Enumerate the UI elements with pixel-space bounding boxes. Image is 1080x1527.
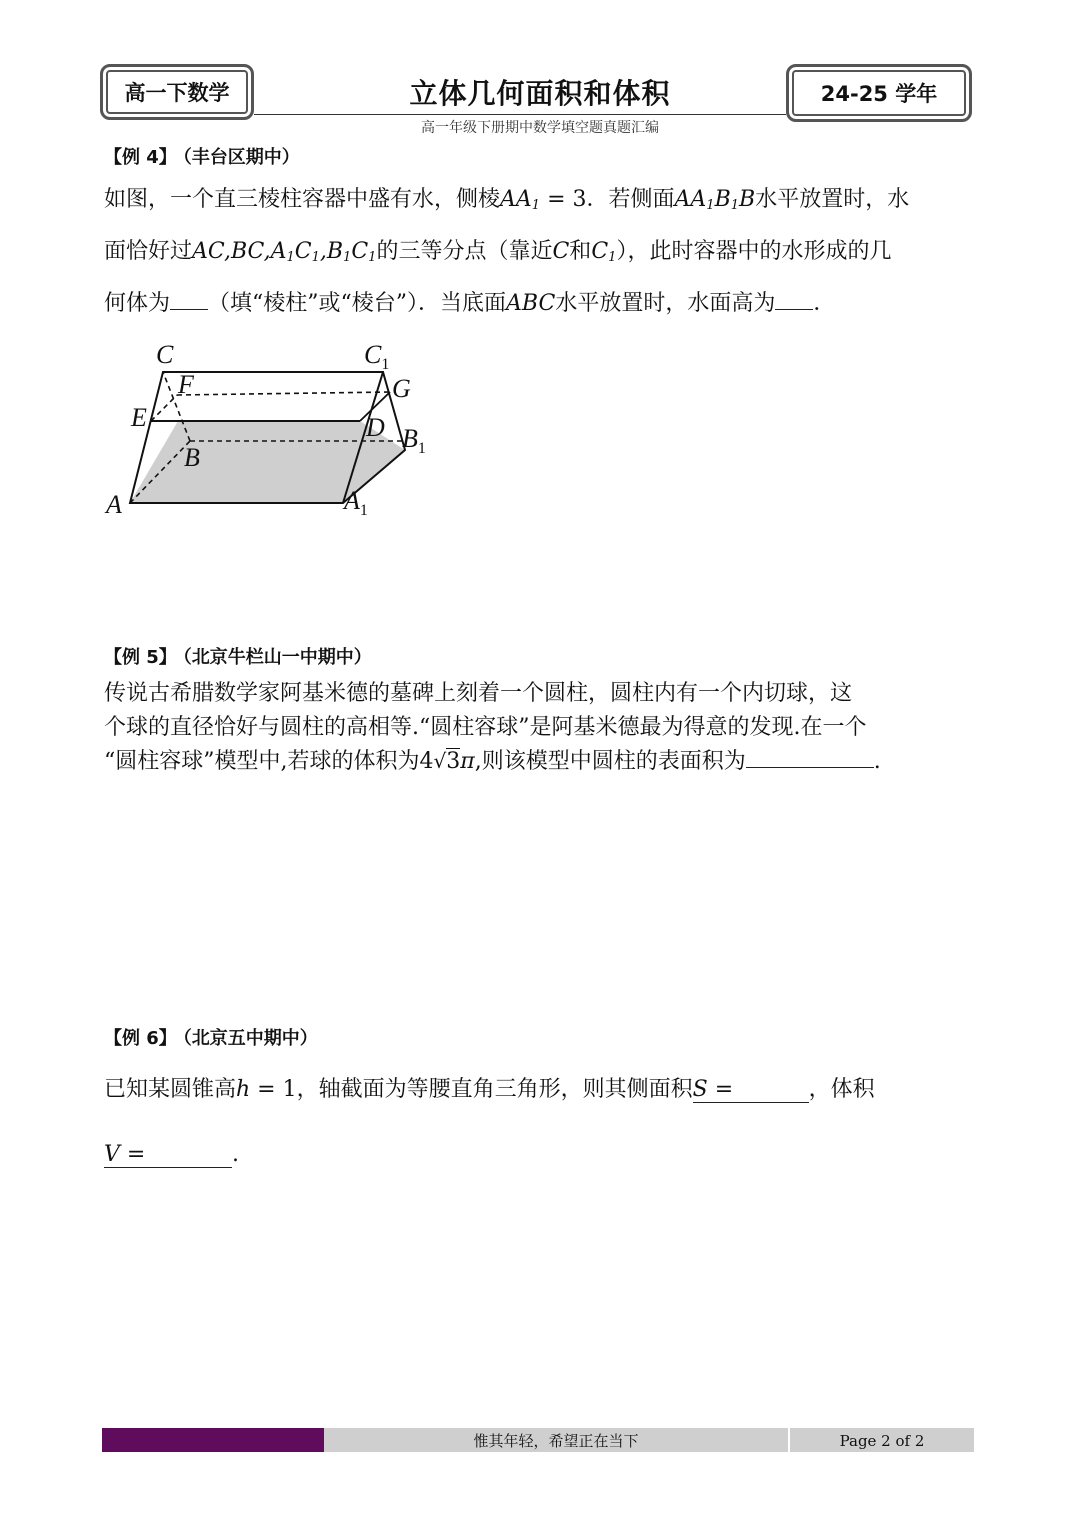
math-sub: 1: [343, 250, 352, 265]
text: ，体积: [808, 1077, 875, 1102]
school-year-label: 24-25 学年: [820, 82, 938, 106]
answer-blank-surface[interactable]: [746, 745, 874, 768]
math-text: AC: [192, 239, 224, 264]
math-eq: =: [119, 1142, 146, 1167]
math-sub: 1: [368, 250, 377, 265]
text: 面恰好过: [104, 239, 193, 264]
title-divider: [254, 114, 786, 115]
example-6-line-1: [104, 1072, 980, 1103]
footer-motto: 惟其年轻，希望正在当下: [473, 1432, 639, 1450]
answer-blank-shape[interactable]: [170, 287, 208, 310]
example-6-line-2: [104, 1142, 980, 1168]
text: ．若侧面: [586, 187, 675, 212]
answer-blank-volume[interactable]: [104, 1142, 232, 1168]
vertex-label-a: A: [106, 490, 122, 519]
example-5-heading: [104, 643, 372, 669]
text: “圆柱容球”模型中,若球的体积为: [104, 749, 420, 774]
text: ．: [813, 291, 836, 316]
example-4-heading: [104, 143, 300, 169]
vertex-label-c1: [364, 340, 389, 373]
math-c1: [591, 239, 616, 264]
math-sub: 1: [706, 198, 715, 213]
example-5-line-2: 个球的直径恰好与圆柱的高相等.“圆柱容球”是阿基米德最为得意的发现.在一个: [104, 715, 867, 740]
math-volume: [420, 749, 475, 774]
school-year-badge: [786, 64, 972, 122]
footer-bar: [102, 1428, 974, 1452]
vertex-letter: C: [364, 340, 382, 369]
example-5-line-1: 传说古希腊数学家阿基米德的墓碑上刻着一个圆柱，圆柱内有一个内切球，这: [104, 681, 853, 706]
text: 水平放置时，水面高为: [555, 291, 776, 316]
subject-badge-label: 高一下数学: [124, 81, 230, 105]
example-4-source: （丰台区期中）: [182, 147, 300, 168]
example-5-source: （北京牛栏山一中期中）: [182, 647, 372, 668]
vertex-label-d: D: [366, 413, 385, 442]
text: 的三等分点（靠近: [376, 239, 553, 264]
math-text: ,BC,A: [223, 239, 287, 264]
example-4-line-3: [104, 286, 980, 317]
text: ，轴截面为等腰直角三角形，则其侧面积: [296, 1077, 693, 1102]
vertex-label-c: C: [156, 340, 174, 369]
math-edges: [192, 239, 376, 264]
subject-badge: [100, 64, 254, 120]
text: 水平放置时，水: [755, 187, 910, 212]
example-5-line-3: [104, 744, 980, 775]
math-text: C: [294, 239, 312, 264]
example-4-label: 【例 4】: [104, 147, 177, 168]
math-text: ,B: [319, 239, 344, 264]
math-radicand: 3: [446, 749, 461, 774]
text: 如图，一个直三棱柱容器中盛有水，侧棱: [104, 187, 501, 212]
answer-blank-lateral-area[interactable]: [693, 1077, 809, 1103]
math-text: B: [739, 187, 756, 212]
text: 何体为: [104, 291, 171, 316]
vertex-label-b: B: [184, 443, 200, 472]
math-h: h: [236, 1077, 251, 1102]
text: 已知某圆锥高: [104, 1077, 237, 1102]
math-text: C: [591, 239, 609, 264]
text: （填“棱柱”或“棱台”）．当底面: [208, 291, 507, 316]
example-6-label: 【例 6】: [104, 1028, 177, 1049]
example-5-label: 【例 5】: [104, 647, 177, 668]
math-eq: =: [707, 1077, 734, 1102]
sqrt-sign-icon: √: [433, 749, 447, 773]
vertex-sub: 1: [381, 356, 390, 373]
math-aa1: [500, 187, 540, 212]
text: 和: [569, 239, 592, 264]
math-sub: 1: [286, 250, 295, 265]
example-4-line-2: [104, 234, 980, 265]
vertex-letter: B: [402, 424, 418, 453]
page-title: 立体几何面积和体积: [409, 77, 671, 110]
vertex-label-b1: [402, 424, 426, 457]
math-text: AA: [674, 187, 707, 212]
math-face: [675, 187, 756, 212]
vertex-sub: 1: [359, 502, 368, 519]
example-6-source: （北京五中期中）: [182, 1028, 318, 1049]
page-subtitle: 高一年级下册期中数学填空题真题汇编: [421, 120, 659, 136]
vertex-label-g: G: [392, 374, 411, 403]
example-4-line-1: [104, 182, 980, 213]
math-v: V: [104, 1142, 120, 1167]
math-s: S: [692, 1077, 708, 1102]
text: .: [873, 749, 881, 774]
text: ,则该模型中圆柱的表面积为: [474, 749, 746, 774]
example-6-heading: [104, 1024, 318, 1050]
footer-accent: [102, 1428, 324, 1452]
answer-blank-height[interactable]: [775, 287, 813, 310]
math-eq: = 3: [540, 187, 587, 212]
math-sub: 1: [730, 198, 740, 213]
math-pi: π: [460, 749, 475, 774]
vertex-label-a1: [342, 486, 368, 519]
text: .: [232, 1142, 239, 1167]
text: ），此时容器中的水形成的几: [616, 239, 892, 264]
hidden-line-fg: [177, 392, 390, 395]
vertex-sub: 1: [417, 440, 426, 457]
vertex-label-e: E: [131, 403, 147, 432]
math-c: C: [552, 239, 570, 264]
math-text: C: [351, 239, 369, 264]
math-abc: ABC: [506, 291, 556, 316]
vertex-label-f: F: [178, 370, 194, 399]
math-coef: 4: [419, 749, 434, 774]
page-number: Page 2 of 2: [839, 1432, 925, 1450]
math-eq: = 1: [250, 1077, 297, 1102]
math-sub: 1: [311, 250, 320, 265]
math-sub: 1: [531, 198, 541, 213]
math-sub: 1: [608, 250, 617, 265]
prism-figure: [100, 335, 440, 525]
vertex-letter: A: [344, 486, 360, 515]
math-text: B: [714, 187, 731, 212]
math-text: AA: [500, 187, 532, 212]
